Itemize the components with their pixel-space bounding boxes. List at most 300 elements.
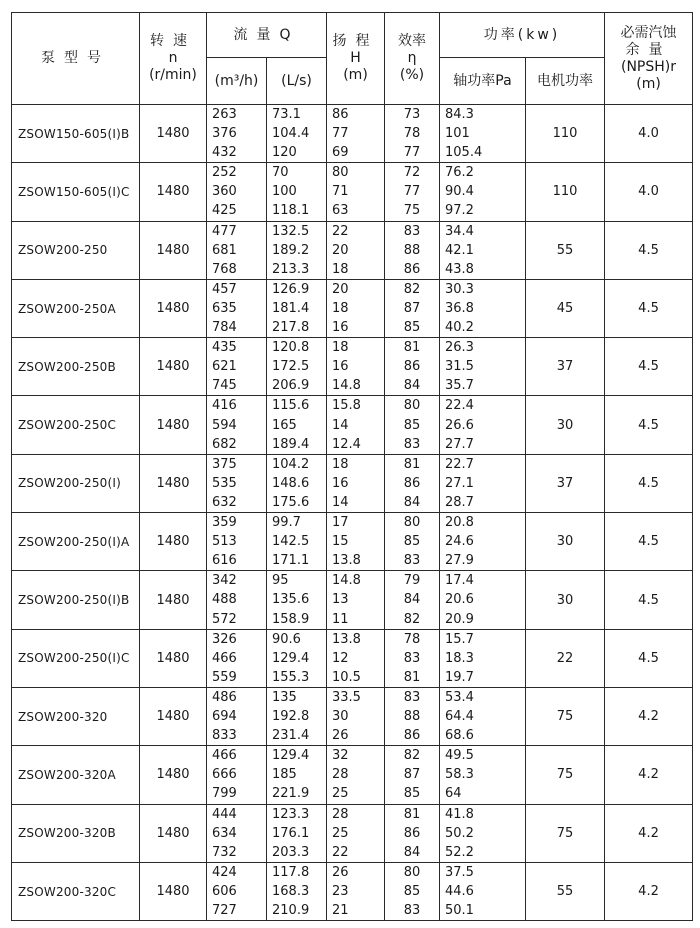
cell-value: 203.3 bbox=[272, 844, 310, 860]
npsh-cell: 4.5 bbox=[605, 396, 693, 454]
shaft-power-cell bbox=[440, 454, 526, 512]
flow-ls-cell bbox=[267, 629, 327, 687]
cell-value: 84 bbox=[403, 844, 421, 860]
cell-value: 86 bbox=[403, 261, 421, 277]
cell-value: 17.4 bbox=[445, 573, 474, 589]
cell-value: 18 bbox=[332, 456, 349, 472]
cell-value: 53.4 bbox=[445, 689, 474, 705]
cell-value: 49.5 bbox=[445, 748, 474, 764]
cell-value: 84 bbox=[403, 494, 421, 510]
cell-value: 360 bbox=[212, 184, 237, 200]
motor-power-cell: 37 bbox=[526, 338, 605, 396]
flow-m3h-cell bbox=[207, 629, 267, 687]
cell-value: 40.2 bbox=[445, 320, 474, 336]
model-cell: ZSOW200-320A bbox=[12, 746, 140, 804]
flow-m3h-cell bbox=[207, 105, 267, 163]
cell-value: 79 bbox=[403, 573, 421, 589]
cell-value: 76.2 bbox=[445, 165, 474, 181]
table-row bbox=[12, 221, 693, 279]
shaft-power-cell bbox=[440, 629, 526, 687]
header-motor-power: 电机功率 bbox=[526, 58, 605, 105]
motor-power-cell: 30 bbox=[526, 396, 605, 454]
model-cell: ZSOW200-320 bbox=[12, 687, 140, 745]
cell-value: 71 bbox=[332, 184, 349, 200]
npsh-cell: 4.2 bbox=[605, 862, 693, 920]
flow-m3h-cell bbox=[207, 513, 267, 571]
cell-value: 88 bbox=[403, 242, 421, 258]
cell-value: 20 bbox=[332, 242, 349, 258]
cell-value: 10.5 bbox=[332, 669, 361, 685]
cell-value: 32 bbox=[332, 748, 349, 764]
cell-value: 20.9 bbox=[445, 611, 474, 627]
cell-value: 172.5 bbox=[272, 359, 310, 375]
shaft-power-cell bbox=[440, 279, 526, 337]
cell-value: 95 bbox=[272, 573, 289, 589]
cell-value: 33.5 bbox=[332, 689, 361, 705]
cell-value: 85 bbox=[403, 534, 421, 550]
cell-value: 73 bbox=[403, 107, 421, 122]
cell-value: 632 bbox=[212, 494, 237, 510]
npsh-cell: 4.5 bbox=[605, 454, 693, 512]
model-cell: ZSOW150-605(I)B bbox=[12, 105, 140, 163]
cell-value: 457 bbox=[212, 281, 237, 297]
cell-value: 22.4 bbox=[445, 398, 474, 414]
cell-value: 26 bbox=[332, 864, 349, 880]
cell-value: 83 bbox=[403, 553, 421, 569]
cell-value: 115.6 bbox=[272, 398, 310, 414]
cell-value: 192.8 bbox=[272, 709, 310, 725]
cell-value: 80 bbox=[403, 864, 421, 880]
header-flow: 流量Q bbox=[207, 13, 327, 58]
cell-value: 181.4 bbox=[272, 300, 310, 316]
head-cell bbox=[327, 338, 385, 396]
table-row bbox=[12, 804, 693, 862]
efficiency-cell bbox=[385, 454, 440, 512]
model-cell: ZSOW200-250(I)A bbox=[12, 513, 140, 571]
flow-ls-cell bbox=[267, 396, 327, 454]
cell-value: 34.4 bbox=[445, 223, 474, 239]
cell-value: 83 bbox=[403, 689, 421, 705]
pump-performance-table bbox=[11, 12, 693, 921]
cell-value: 572 bbox=[212, 611, 237, 627]
cell-value: 424 bbox=[212, 864, 237, 880]
cell-value: 86 bbox=[403, 825, 421, 841]
cell-value: 84 bbox=[403, 592, 421, 608]
cell-value: 768 bbox=[212, 261, 237, 277]
header-head: 扬程 H (m) bbox=[327, 13, 385, 105]
cell-value: 135 bbox=[272, 689, 297, 705]
cell-value: 432 bbox=[212, 145, 237, 161]
cell-value: 83 bbox=[403, 650, 421, 666]
cell-value: 80 bbox=[332, 165, 349, 181]
table-row bbox=[12, 746, 693, 804]
cell-value: 148.6 bbox=[272, 475, 310, 491]
cell-value: 217.8 bbox=[272, 320, 310, 336]
cell-value: 85 bbox=[403, 883, 421, 899]
cell-value: 681 bbox=[212, 242, 237, 258]
shaft-power-cell bbox=[440, 338, 526, 396]
header-shaft-power: 轴功率Pa bbox=[440, 58, 526, 105]
cell-value: 82 bbox=[403, 281, 421, 297]
motor-power-cell: 45 bbox=[526, 279, 605, 337]
cell-value: 81 bbox=[403, 340, 421, 356]
cell-value: 606 bbox=[212, 883, 237, 899]
cell-value: 24.6 bbox=[445, 534, 474, 550]
head-cell bbox=[327, 163, 385, 221]
cell-value: 28 bbox=[332, 806, 349, 822]
cell-value: 635 bbox=[212, 300, 237, 316]
npsh-cell: 4.5 bbox=[605, 513, 693, 571]
head-cell bbox=[327, 862, 385, 920]
table-row bbox=[12, 862, 693, 920]
header-npsh: 必需汽蚀 余量 (NPSH)r (m) bbox=[605, 13, 693, 105]
npsh-cell: 4.5 bbox=[605, 629, 693, 687]
cell-value: 25 bbox=[332, 786, 349, 802]
cell-value: 82 bbox=[403, 611, 421, 627]
cell-value: 73.1 bbox=[272, 107, 301, 122]
speed-cell: 1480 bbox=[140, 629, 207, 687]
shaft-power-cell bbox=[440, 804, 526, 862]
motor-power-cell: 75 bbox=[526, 804, 605, 862]
npsh-cell: 4.5 bbox=[605, 279, 693, 337]
cell-value: 77 bbox=[403, 184, 421, 200]
motor-power-cell: 75 bbox=[526, 746, 605, 804]
efficiency-cell bbox=[385, 571, 440, 629]
cell-value: 20.8 bbox=[445, 515, 474, 531]
cell-value: 535 bbox=[212, 475, 237, 491]
cell-value: 90.6 bbox=[272, 631, 301, 647]
flow-m3h-cell bbox=[207, 221, 267, 279]
cell-value: 26.3 bbox=[445, 340, 474, 356]
cell-value: 634 bbox=[212, 825, 237, 841]
cell-value: 85 bbox=[403, 786, 421, 802]
cell-value: 189.2 bbox=[272, 242, 310, 258]
cell-value: 28 bbox=[332, 767, 349, 783]
head-cell bbox=[327, 629, 385, 687]
flow-ls-cell bbox=[267, 571, 327, 629]
cell-value: 342 bbox=[212, 573, 237, 589]
cell-value: 14.8 bbox=[332, 573, 361, 589]
cell-value: 20 bbox=[332, 281, 349, 297]
efficiency-cell bbox=[385, 338, 440, 396]
cell-value: 155.3 bbox=[272, 669, 310, 685]
head-cell bbox=[327, 804, 385, 862]
cell-value: 15 bbox=[332, 534, 349, 550]
flow-ls-cell bbox=[267, 513, 327, 571]
cell-value: 11 bbox=[332, 611, 349, 627]
cell-value: 16 bbox=[332, 359, 349, 375]
cell-value: 43.8 bbox=[445, 261, 474, 277]
cell-value: 466 bbox=[212, 650, 237, 666]
speed-cell: 1480 bbox=[140, 163, 207, 221]
model-cell: ZSOW200-250(I)B bbox=[12, 571, 140, 629]
npsh-cell: 4.5 bbox=[605, 221, 693, 279]
npsh-cell: 4.2 bbox=[605, 687, 693, 745]
cell-value: 41.8 bbox=[445, 806, 474, 822]
cell-value: 375 bbox=[212, 456, 237, 472]
cell-value: 13 bbox=[332, 592, 349, 608]
cell-value: 416 bbox=[212, 398, 237, 414]
cell-value: 20.6 bbox=[445, 592, 474, 608]
cell-value: 68.6 bbox=[445, 728, 474, 744]
cell-value: 210.9 bbox=[272, 903, 310, 919]
cell-value: 13.8 bbox=[332, 553, 361, 569]
model-cell: ZSOW200-250B bbox=[12, 338, 140, 396]
cell-value: 44.6 bbox=[445, 883, 474, 899]
cell-value: 15.8 bbox=[332, 398, 361, 414]
motor-power-cell: 30 bbox=[526, 513, 605, 571]
motor-power-cell: 110 bbox=[526, 163, 605, 221]
cell-value: 83 bbox=[403, 223, 421, 239]
cell-value: 12.4 bbox=[332, 436, 361, 452]
flow-ls-cell bbox=[267, 338, 327, 396]
table-row bbox=[12, 279, 693, 337]
cell-value: 175.6 bbox=[272, 494, 310, 510]
cell-value: 80 bbox=[403, 515, 421, 531]
cell-value: 21 bbox=[332, 903, 349, 919]
cell-value: 77 bbox=[332, 126, 349, 142]
flow-m3h-cell bbox=[207, 746, 267, 804]
flow-ls-cell bbox=[267, 105, 327, 163]
cell-value: 50.2 bbox=[445, 825, 474, 841]
cell-value: 100 bbox=[272, 184, 297, 200]
cell-value: 37.5 bbox=[445, 864, 474, 880]
table-row bbox=[12, 163, 693, 221]
cell-value: 86 bbox=[332, 107, 349, 122]
cell-value: 88 bbox=[403, 709, 421, 725]
flow-ls-cell bbox=[267, 163, 327, 221]
flow-ls-cell bbox=[267, 862, 327, 920]
motor-power-cell: 55 bbox=[526, 862, 605, 920]
flow-m3h-cell bbox=[207, 862, 267, 920]
cell-value: 559 bbox=[212, 669, 237, 685]
motor-power-cell: 75 bbox=[526, 687, 605, 745]
cell-value: 621 bbox=[212, 359, 237, 375]
head-cell bbox=[327, 746, 385, 804]
cell-value: 105.4 bbox=[445, 145, 483, 161]
cell-value: 129.4 bbox=[272, 748, 310, 764]
speed-cell: 1480 bbox=[140, 687, 207, 745]
cell-value: 101 bbox=[445, 126, 470, 142]
cell-value: 28.7 bbox=[445, 494, 474, 510]
cell-value: 81 bbox=[403, 456, 421, 472]
cell-value: 69 bbox=[332, 145, 349, 161]
cell-value: 16 bbox=[332, 475, 349, 491]
cell-value: 206.9 bbox=[272, 378, 310, 394]
cell-value: 77 bbox=[403, 145, 421, 161]
cell-value: 86 bbox=[403, 475, 421, 491]
cell-value: 78 bbox=[403, 631, 421, 647]
cell-value: 50.1 bbox=[445, 903, 474, 919]
shaft-power-cell bbox=[440, 687, 526, 745]
cell-value: 86 bbox=[403, 359, 421, 375]
header-model: 泵型号 bbox=[12, 13, 140, 105]
cell-value: 165 bbox=[272, 417, 297, 433]
flow-m3h-cell bbox=[207, 396, 267, 454]
cell-value: 52.2 bbox=[445, 844, 474, 860]
cell-value: 75 bbox=[403, 203, 421, 219]
cell-value: 83 bbox=[403, 903, 421, 919]
cell-value: 27.1 bbox=[445, 475, 474, 491]
cell-value: 19.7 bbox=[445, 669, 474, 685]
npsh-cell: 4.2 bbox=[605, 804, 693, 862]
cell-value: 185 bbox=[272, 767, 297, 783]
shaft-power-cell bbox=[440, 163, 526, 221]
efficiency-cell bbox=[385, 105, 440, 163]
cell-value: 85 bbox=[403, 320, 421, 336]
npsh-cell: 4.0 bbox=[605, 163, 693, 221]
cell-value: 14.8 bbox=[332, 378, 361, 394]
pump-spec-sheet bbox=[11, 12, 693, 921]
table-row bbox=[12, 338, 693, 396]
cell-value: 745 bbox=[212, 378, 237, 394]
cell-value: 221.9 bbox=[272, 786, 310, 802]
speed-cell: 1480 bbox=[140, 513, 207, 571]
cell-value: 425 bbox=[212, 203, 237, 219]
head-cell bbox=[327, 687, 385, 745]
cell-value: 117.8 bbox=[272, 864, 310, 880]
motor-power-cell: 30 bbox=[526, 571, 605, 629]
speed-cell: 1480 bbox=[140, 862, 207, 920]
cell-value: 26.6 bbox=[445, 417, 474, 433]
cell-value: 82 bbox=[403, 748, 421, 764]
flow-ls-cell bbox=[267, 804, 327, 862]
cell-value: 118.1 bbox=[272, 203, 310, 219]
model-cell: ZSOW150-605(I)C bbox=[12, 163, 140, 221]
efficiency-cell bbox=[385, 279, 440, 337]
cell-value: 129.4 bbox=[272, 650, 310, 666]
table-row bbox=[12, 105, 693, 163]
cell-value: 616 bbox=[212, 553, 237, 569]
speed-cell: 1480 bbox=[140, 221, 207, 279]
flow-ls-cell bbox=[267, 279, 327, 337]
cell-value: 86 bbox=[403, 728, 421, 744]
motor-power-cell: 22 bbox=[526, 629, 605, 687]
cell-value: 594 bbox=[212, 417, 237, 433]
head-cell bbox=[327, 396, 385, 454]
cell-value: 70 bbox=[272, 165, 289, 181]
cell-value: 189.4 bbox=[272, 436, 310, 452]
cell-value: 104.2 bbox=[272, 456, 310, 472]
cell-value: 87 bbox=[403, 300, 421, 316]
cell-value: 252 bbox=[212, 165, 237, 181]
header-row-1 bbox=[12, 13, 693, 58]
table-row bbox=[12, 454, 693, 512]
speed-cell: 1480 bbox=[140, 279, 207, 337]
cell-value: 31.5 bbox=[445, 359, 474, 375]
header-efficiency: 效率 η (%) bbox=[385, 13, 440, 105]
motor-power-cell: 55 bbox=[526, 221, 605, 279]
cell-value: 81 bbox=[403, 669, 421, 685]
cell-value: 126.9 bbox=[272, 281, 310, 297]
cell-value: 78 bbox=[403, 126, 421, 142]
cell-value: 477 bbox=[212, 223, 237, 239]
header-speed: 转速 n (r/min) bbox=[140, 13, 207, 105]
cell-value: 13.8 bbox=[332, 631, 361, 647]
cell-value: 666 bbox=[212, 767, 237, 783]
flow-ls-cell bbox=[267, 454, 327, 512]
cell-value: 104.4 bbox=[272, 126, 310, 142]
cell-value: 42.1 bbox=[445, 242, 474, 258]
cell-value: 799 bbox=[212, 786, 237, 802]
cell-value: 784 bbox=[212, 320, 237, 336]
cell-value: 16 bbox=[332, 320, 349, 336]
cell-value: 80 bbox=[403, 398, 421, 414]
speed-cell: 1480 bbox=[140, 571, 207, 629]
cell-value: 682 bbox=[212, 436, 237, 452]
cell-value: 513 bbox=[212, 534, 237, 550]
head-cell bbox=[327, 454, 385, 512]
table-row bbox=[12, 571, 693, 629]
cell-value: 171.1 bbox=[272, 553, 310, 569]
cell-value: 12 bbox=[332, 650, 349, 666]
cell-value: 376 bbox=[212, 126, 237, 142]
header-flow-ls: (L/s) bbox=[267, 58, 327, 105]
shaft-power-cell bbox=[440, 862, 526, 920]
cell-value: 35.7 bbox=[445, 378, 474, 394]
cell-value: 120.8 bbox=[272, 340, 310, 356]
head-cell bbox=[327, 221, 385, 279]
head-cell bbox=[327, 105, 385, 163]
model-cell: ZSOW200-320B bbox=[12, 804, 140, 862]
model-cell: ZSOW200-250C bbox=[12, 396, 140, 454]
flow-ls-cell bbox=[267, 746, 327, 804]
cell-value: 25 bbox=[332, 825, 349, 841]
cell-value: 30 bbox=[332, 709, 349, 725]
cell-value: 176.1 bbox=[272, 825, 310, 841]
head-cell bbox=[327, 513, 385, 571]
efficiency-cell bbox=[385, 221, 440, 279]
npsh-cell: 4.0 bbox=[605, 105, 693, 163]
cell-value: 142.5 bbox=[272, 534, 310, 550]
model-cell: ZSOW200-250(I)C bbox=[12, 629, 140, 687]
cell-value: 81 bbox=[403, 806, 421, 822]
model-cell: ZSOW200-250(I) bbox=[12, 454, 140, 512]
cell-value: 14 bbox=[332, 494, 349, 510]
table-row bbox=[12, 396, 693, 454]
cell-value: 27.9 bbox=[445, 553, 474, 569]
head-cell bbox=[327, 571, 385, 629]
cell-value: 36.8 bbox=[445, 300, 474, 316]
cell-value: 22 bbox=[332, 844, 349, 860]
model-cell: ZSOW200-250 bbox=[12, 221, 140, 279]
speed-cell: 1480 bbox=[140, 804, 207, 862]
cell-value: 123.3 bbox=[272, 806, 310, 822]
cell-value: 99.7 bbox=[272, 515, 301, 531]
cell-value: 85 bbox=[403, 417, 421, 433]
efficiency-cell bbox=[385, 513, 440, 571]
cell-value: 132.5 bbox=[272, 223, 310, 239]
npsh-cell: 4.5 bbox=[605, 338, 693, 396]
cell-value: 83 bbox=[403, 436, 421, 452]
table-row bbox=[12, 513, 693, 571]
flow-m3h-cell bbox=[207, 687, 267, 745]
shaft-power-cell bbox=[440, 396, 526, 454]
cell-value: 732 bbox=[212, 844, 237, 860]
cell-value: 135.6 bbox=[272, 592, 310, 608]
cell-value: 15.7 bbox=[445, 631, 474, 647]
cell-value: 84 bbox=[403, 378, 421, 394]
flow-m3h-cell bbox=[207, 804, 267, 862]
npsh-cell: 4.5 bbox=[605, 571, 693, 629]
flow-m3h-cell bbox=[207, 338, 267, 396]
efficiency-cell bbox=[385, 862, 440, 920]
speed-cell: 1480 bbox=[140, 396, 207, 454]
cell-value: 17 bbox=[332, 515, 349, 531]
cell-value: 64.4 bbox=[445, 709, 474, 725]
flow-m3h-cell bbox=[207, 571, 267, 629]
efficiency-cell bbox=[385, 396, 440, 454]
